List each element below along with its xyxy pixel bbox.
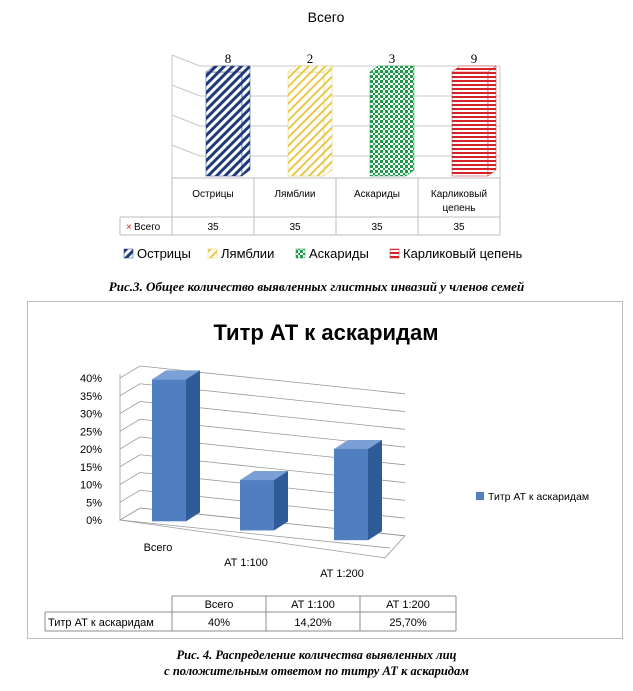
chart-2-y-tick: 0% (86, 515, 102, 527)
chart-2-x-label: Всего (143, 542, 173, 554)
chart-2-gridline-side (120, 402, 140, 414)
chart-2-table-text (48, 599, 430, 629)
chart-2-y-tick: 5% (86, 497, 102, 510)
chart-1-title: Всего (307, 9, 345, 25)
chart-2-gridline-side (120, 455, 140, 467)
chart-2-y-tick: 10% (79, 479, 102, 492)
chart-1-data-label: 9 (470, 51, 478, 66)
chart-1-data-label: 3 (388, 51, 396, 66)
chart-1-data-label: 2 (306, 51, 314, 66)
chart-2-x-labels (144, 542, 364, 580)
chart-2-table-value: 14,20% (294, 617, 332, 629)
chart-1-category-label: Острицы (192, 189, 234, 200)
chart-2-y-tick: 15% (79, 461, 102, 474)
chart-1-legend-label: Лямблии (221, 246, 275, 261)
chart-1-table-value: 35 (453, 222, 465, 233)
chart-2-legend-swatch (476, 492, 484, 500)
chart-2-x-label: АТ 1:100 (224, 557, 268, 569)
chart-2-y-tick: 25% (79, 426, 102, 439)
chart-1-row-marker: × (126, 222, 132, 233)
chart-2-title: Титр АТ к аскаридам (213, 320, 439, 345)
figure-4-caption-line-1: Рис. 4. Распределение количества выявленных лиц (176, 648, 457, 662)
chart-1-category-label: Лямблии (274, 189, 316, 200)
chart-2-x-label: АТ 1:200 (320, 568, 364, 580)
chart-1-category-label: Аскариды (354, 189, 400, 200)
chart-2-table-value: 40% (207, 617, 231, 629)
chart-2-bars (152, 370, 382, 540)
chart-1-data-label: 8 (224, 51, 232, 66)
chart-2-table-value: 25,70% (389, 617, 427, 629)
chart-2-gridline-side (120, 473, 140, 485)
chart-2-gridline-side (120, 490, 140, 502)
chart-2-y-tick: 35% (79, 390, 102, 403)
chart-1-category-label: Карликовый (430, 189, 488, 200)
chart-2-legend-label: Титр АТ к аскаридам (488, 491, 590, 503)
chart-2-gridline-side (120, 366, 140, 378)
chart-2-table-header: АТ 1:100 (291, 599, 335, 611)
chart-1-category-label-line-2: цепень (442, 203, 476, 214)
chart-1-table-value: 35 (289, 222, 301, 233)
chart-2-bar (240, 480, 274, 530)
chart-2-y-tick: 30% (79, 408, 102, 421)
chart-2-bar-side (274, 471, 288, 530)
chart-2-bar (334, 449, 368, 540)
chart-1-legend-label: Аскариды (309, 246, 369, 261)
chart-2-gridline-side (120, 419, 140, 431)
chart-2-y-tick: 20% (79, 444, 102, 456)
chart-2-bar (152, 379, 186, 521)
chart-2-table-row-label: Титр АТ к аскаридам (48, 617, 154, 629)
chart-2-gridline-side (120, 437, 140, 449)
chart-1-table-value: 35 (371, 222, 383, 233)
chart-1-row-label: Всего (134, 222, 161, 233)
figure-4-caption-line-2: с положительным ответом по титру АТ к аскаридам (164, 664, 469, 678)
chart-1-table-value: 35 (207, 222, 219, 233)
chart-2-y-tick: 40% (79, 373, 102, 385)
chart-2-gridline-side (120, 384, 140, 396)
chart-2-y-ticks (80, 373, 102, 527)
chart-1-legend-label: Острицы (137, 246, 191, 261)
figure-3-caption: Рис.3. Общее количество выявленных глистных инвазий у членов семей (108, 279, 525, 294)
chart-2-bar-side (186, 370, 200, 521)
chart-1-legend-label: Карликовый цепень (403, 246, 523, 261)
chart-2-table-header: АТ 1:200 (386, 599, 430, 611)
chart-2-legend (476, 491, 589, 503)
chart-2-bar-side (368, 440, 382, 540)
chart-2-table-header: Всего (204, 599, 234, 611)
